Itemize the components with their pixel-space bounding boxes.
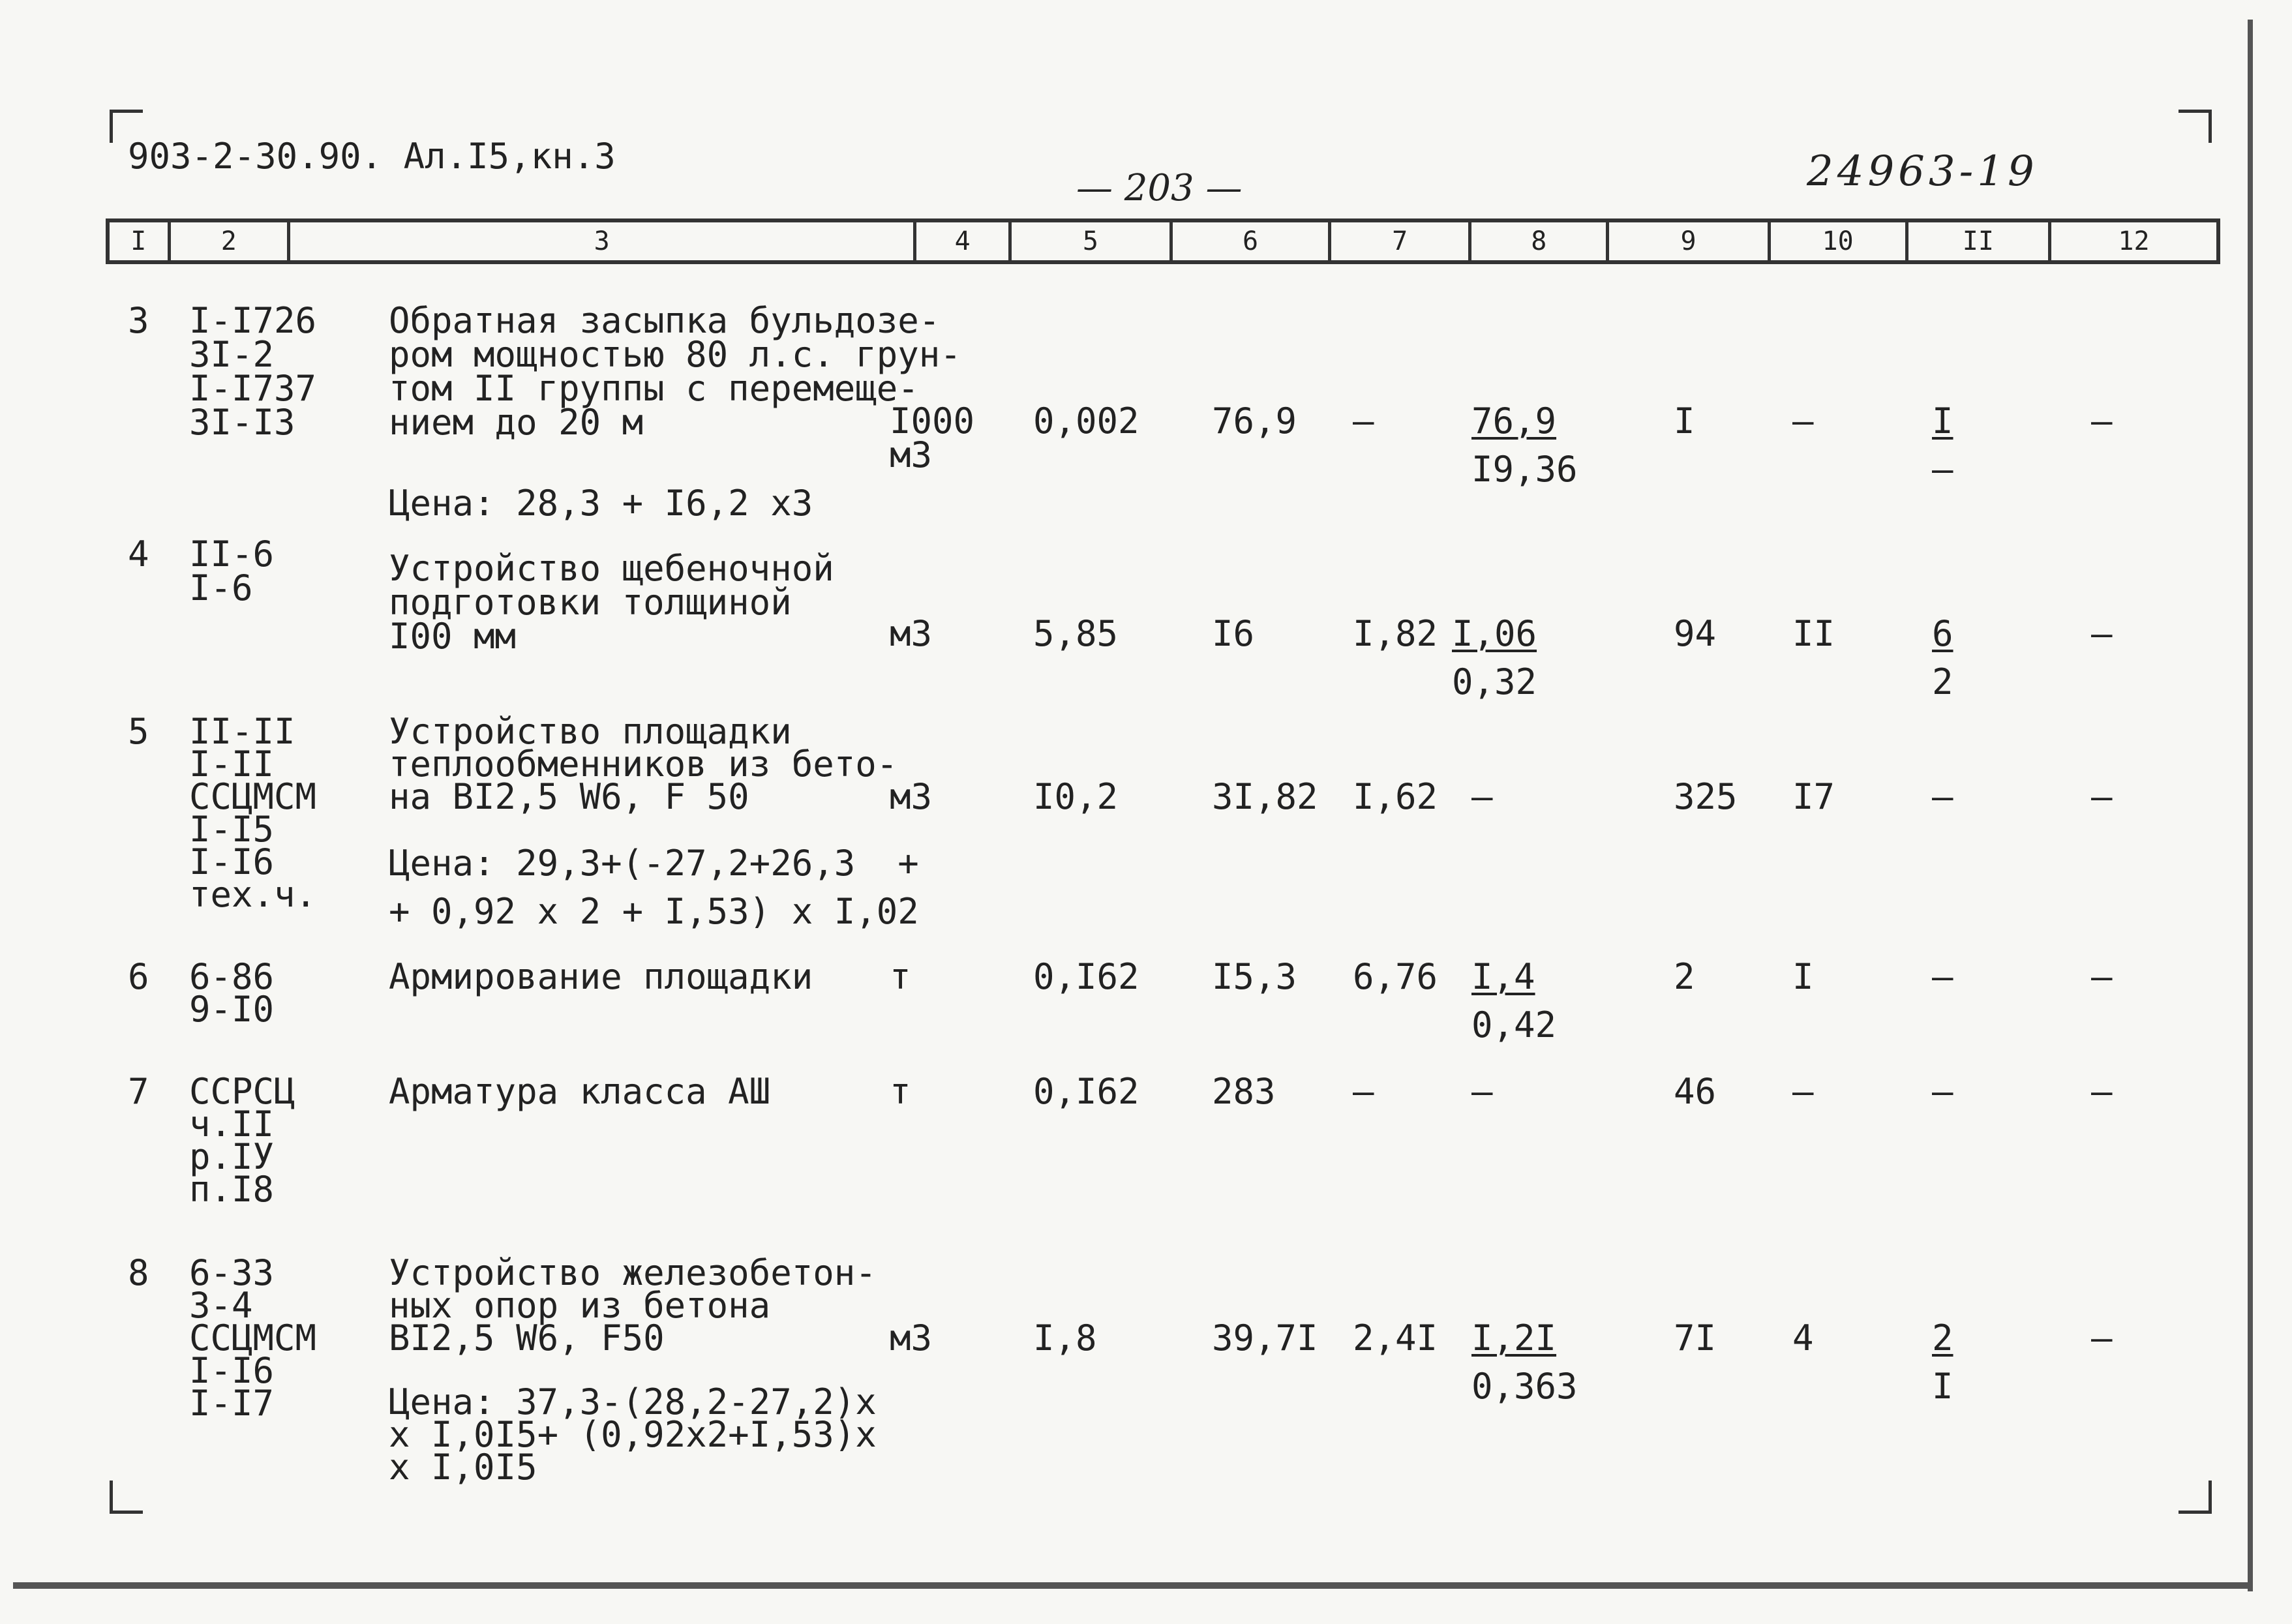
cell-col5: 0,I62 (1033, 956, 1139, 997)
cell-col11-top: – (1932, 1071, 1953, 1112)
inventory-number: 24963-19 (1807, 147, 2038, 196)
scan-edge-right (2248, 20, 2253, 1591)
scan-edge-bottom (13, 1582, 2253, 1589)
cell-col6: 76,9 (1212, 400, 1297, 442)
cell-col12: – (2091, 613, 2113, 654)
row-number: 5 (128, 711, 149, 752)
corner-mark-top-right (2179, 110, 2212, 143)
norm-code: 3I-2 (189, 334, 275, 375)
col-header-12: 12 (2118, 226, 2150, 256)
cell-col8-top: – (1471, 776, 1493, 817)
cell-col10: – (1792, 400, 1814, 442)
cell-col11-top: 6 (1932, 613, 1953, 654)
norm-code: II-6 (189, 534, 275, 575)
cell-col11-top: – (1932, 776, 1953, 817)
cell-col7: I,82 (1353, 613, 1438, 654)
norm-code: I-I6 (189, 1350, 275, 1391)
price-formula: Цена: 28,3 + I6,2 х3 (389, 483, 813, 524)
work-description: BI2,5 W6, F50 (389, 1317, 665, 1359)
cell-col8-top: I,2I (1471, 1317, 1557, 1359)
cell-col10: – (1792, 1071, 1814, 1112)
unit: м3 (890, 613, 933, 654)
price-formula: + 0,92 х 2 + I,53) х I,02 (389, 891, 919, 932)
unit: т (890, 956, 911, 997)
cell-col11-top: – (1932, 956, 1953, 997)
col-header-1: I (110, 222, 171, 260)
work-description: ром мощностью 80 л.с. грун- (389, 334, 961, 375)
norm-code: ССЦМСМ (189, 1317, 317, 1359)
unit: т (890, 1071, 911, 1112)
cell-col10: I7 (1792, 776, 1835, 817)
price-formula: Цена: 29,3+(-27,2+26,3 + (389, 843, 919, 884)
work-description: на BI2,5 W6, F 50 (389, 776, 749, 817)
cell-col9: 46 (1674, 1071, 1717, 1112)
norm-code: тех.ч. (189, 874, 317, 915)
work-description: Арматура класса АШ (389, 1071, 771, 1112)
cell-col9: 7I (1674, 1317, 1717, 1359)
norm-code: I-6 (189, 567, 253, 609)
cell-col8-top: – (1471, 1071, 1493, 1112)
norm-code: I-I7 (189, 1383, 275, 1424)
price-formula: Цена: 37,3-(28,2-27,2)х (389, 1381, 877, 1422)
col-header-7: 7 (1331, 222, 1471, 260)
cell-col8-bottom: 0,32 (1452, 661, 1537, 702)
norm-code: 3I-I3 (189, 402, 295, 443)
norm-code: 3-4 (189, 1285, 253, 1326)
cell-col5: 5,85 (1033, 613, 1119, 654)
norm-code: ССРСЦ (189, 1071, 295, 1112)
cell-col7: – (1353, 1071, 1374, 1112)
cell-col5: I,8 (1033, 1317, 1097, 1359)
norm-code: I-I726 (189, 300, 317, 341)
col-header-4: 4 (916, 222, 1011, 260)
work-description: Устройство щебеночной (389, 548, 834, 589)
work-description: том II группы с перемеще- (389, 368, 919, 409)
cell-col11-bottom: 2 (1932, 661, 1953, 702)
cell-col7: 2,4I (1353, 1317, 1438, 1359)
corner-mark-bottom-left (110, 1481, 143, 1514)
norm-code: 6-33 (189, 1252, 275, 1293)
corner-mark-bottom-right (2179, 1481, 2212, 1514)
work-description: ных опор из бетона (389, 1285, 771, 1326)
cell-col6: 3I,82 (1212, 776, 1318, 817)
cell-col7: – (1353, 400, 1374, 442)
cell-col8-bottom: I9,36 (1471, 449, 1578, 490)
col-header-11: II (1908, 222, 2051, 260)
page-number: — 203 — (1076, 167, 1243, 209)
doc-code: 903-2-30.90. Ал.I5,кн.3 (128, 136, 616, 177)
cell-col6: 283 (1212, 1071, 1276, 1112)
row-number: 7 (128, 1071, 149, 1112)
norm-code: I-I737 (189, 368, 317, 409)
cell-col5: I0,2 (1033, 776, 1119, 817)
norm-code: 9-I0 (189, 989, 275, 1030)
norm-code: 6-86 (189, 956, 275, 997)
cell-col10: 4 (1792, 1317, 1814, 1359)
col-header-2: 2 (171, 222, 290, 260)
cell-col6: I6 (1212, 613, 1255, 654)
cell-col12: – (2091, 1071, 2113, 1112)
cell-col12: – (2091, 400, 2113, 442)
column-header-row (106, 218, 2220, 264)
row-number: 4 (128, 534, 149, 575)
col-header-5: 5 (1012, 222, 1173, 260)
cell-col9: 94 (1674, 613, 1717, 654)
cell-col6: 39,7I (1212, 1317, 1318, 1359)
cell-col12: – (2091, 956, 2113, 997)
norm-code: II-II (189, 711, 295, 752)
work-description: Обратная засыпка бульдозе- (389, 300, 941, 341)
cell-col11-top: 2 (1932, 1317, 1953, 1359)
cell-col6: I5,3 (1212, 956, 1297, 997)
cell-col11-bottom: – (1932, 449, 1953, 490)
col-header-9: 9 (1609, 222, 1770, 260)
cell-col8-top: 76,9 (1471, 400, 1557, 442)
unit: м3 (890, 1317, 933, 1359)
norm-code: р.IУ (189, 1136, 275, 1177)
work-description: теплообменников из бето- (389, 744, 898, 785)
cell-col5: 0,002 (1033, 400, 1139, 442)
work-description: Устройство площадки (389, 711, 792, 752)
unit: м3 (890, 776, 933, 817)
row-number: 6 (128, 956, 149, 997)
price-formula: х I,0I5+ (0,92х2+I,53)х (389, 1414, 877, 1455)
norm-code: I-II (189, 744, 275, 785)
cell-col9: 2 (1674, 956, 1695, 997)
work-description: Армирование площадки (389, 956, 813, 997)
price-formula: х I,0I5 (389, 1447, 537, 1488)
row-number: 3 (128, 300, 149, 341)
col-header-8: 8 (1471, 222, 1609, 260)
cell-col8-top: I,4 (1471, 956, 1535, 997)
norm-code: I-I6 (189, 841, 275, 882)
cell-col8-bottom: 0,42 (1471, 1004, 1557, 1045)
cell-col11-top: I (1932, 400, 1953, 442)
cell-col11-bottom: I (1932, 1366, 1953, 1407)
norm-code: п.I8 (189, 1169, 275, 1210)
cell-col10: I (1792, 956, 1814, 997)
cell-col7: 6,76 (1353, 956, 1438, 997)
col-header-6: 6 (1173, 222, 1331, 260)
cell-col8-bottom: 0,363 (1471, 1366, 1578, 1407)
cell-col10: II (1792, 613, 1835, 654)
work-description: нием до 20 м (389, 402, 644, 443)
norm-code: I-I5 (189, 809, 275, 850)
work-description: подготовки толщиной (389, 582, 792, 623)
cell-col12: – (2091, 776, 2113, 817)
work-description: I00 мм (389, 616, 517, 657)
cell-col8-top: I,06 (1452, 613, 1537, 654)
norm-code: ССЦМСМ (189, 776, 317, 817)
unit: м3 (890, 434, 933, 475)
cell-col7: I,62 (1353, 776, 1438, 817)
cell-col9: I (1674, 400, 1695, 442)
col-header-10: 10 (1771, 222, 1908, 260)
cell-col9: 325 (1674, 776, 1738, 817)
cell-col5: 0,I62 (1033, 1071, 1139, 1112)
col-header-3: 3 (290, 222, 916, 260)
cell-col12: – (2091, 1317, 2113, 1359)
unit: I000 (890, 400, 975, 442)
row-number: 8 (128, 1252, 149, 1293)
work-description: Устройство железобетон- (389, 1252, 877, 1293)
norm-code: ч.II (189, 1104, 275, 1145)
